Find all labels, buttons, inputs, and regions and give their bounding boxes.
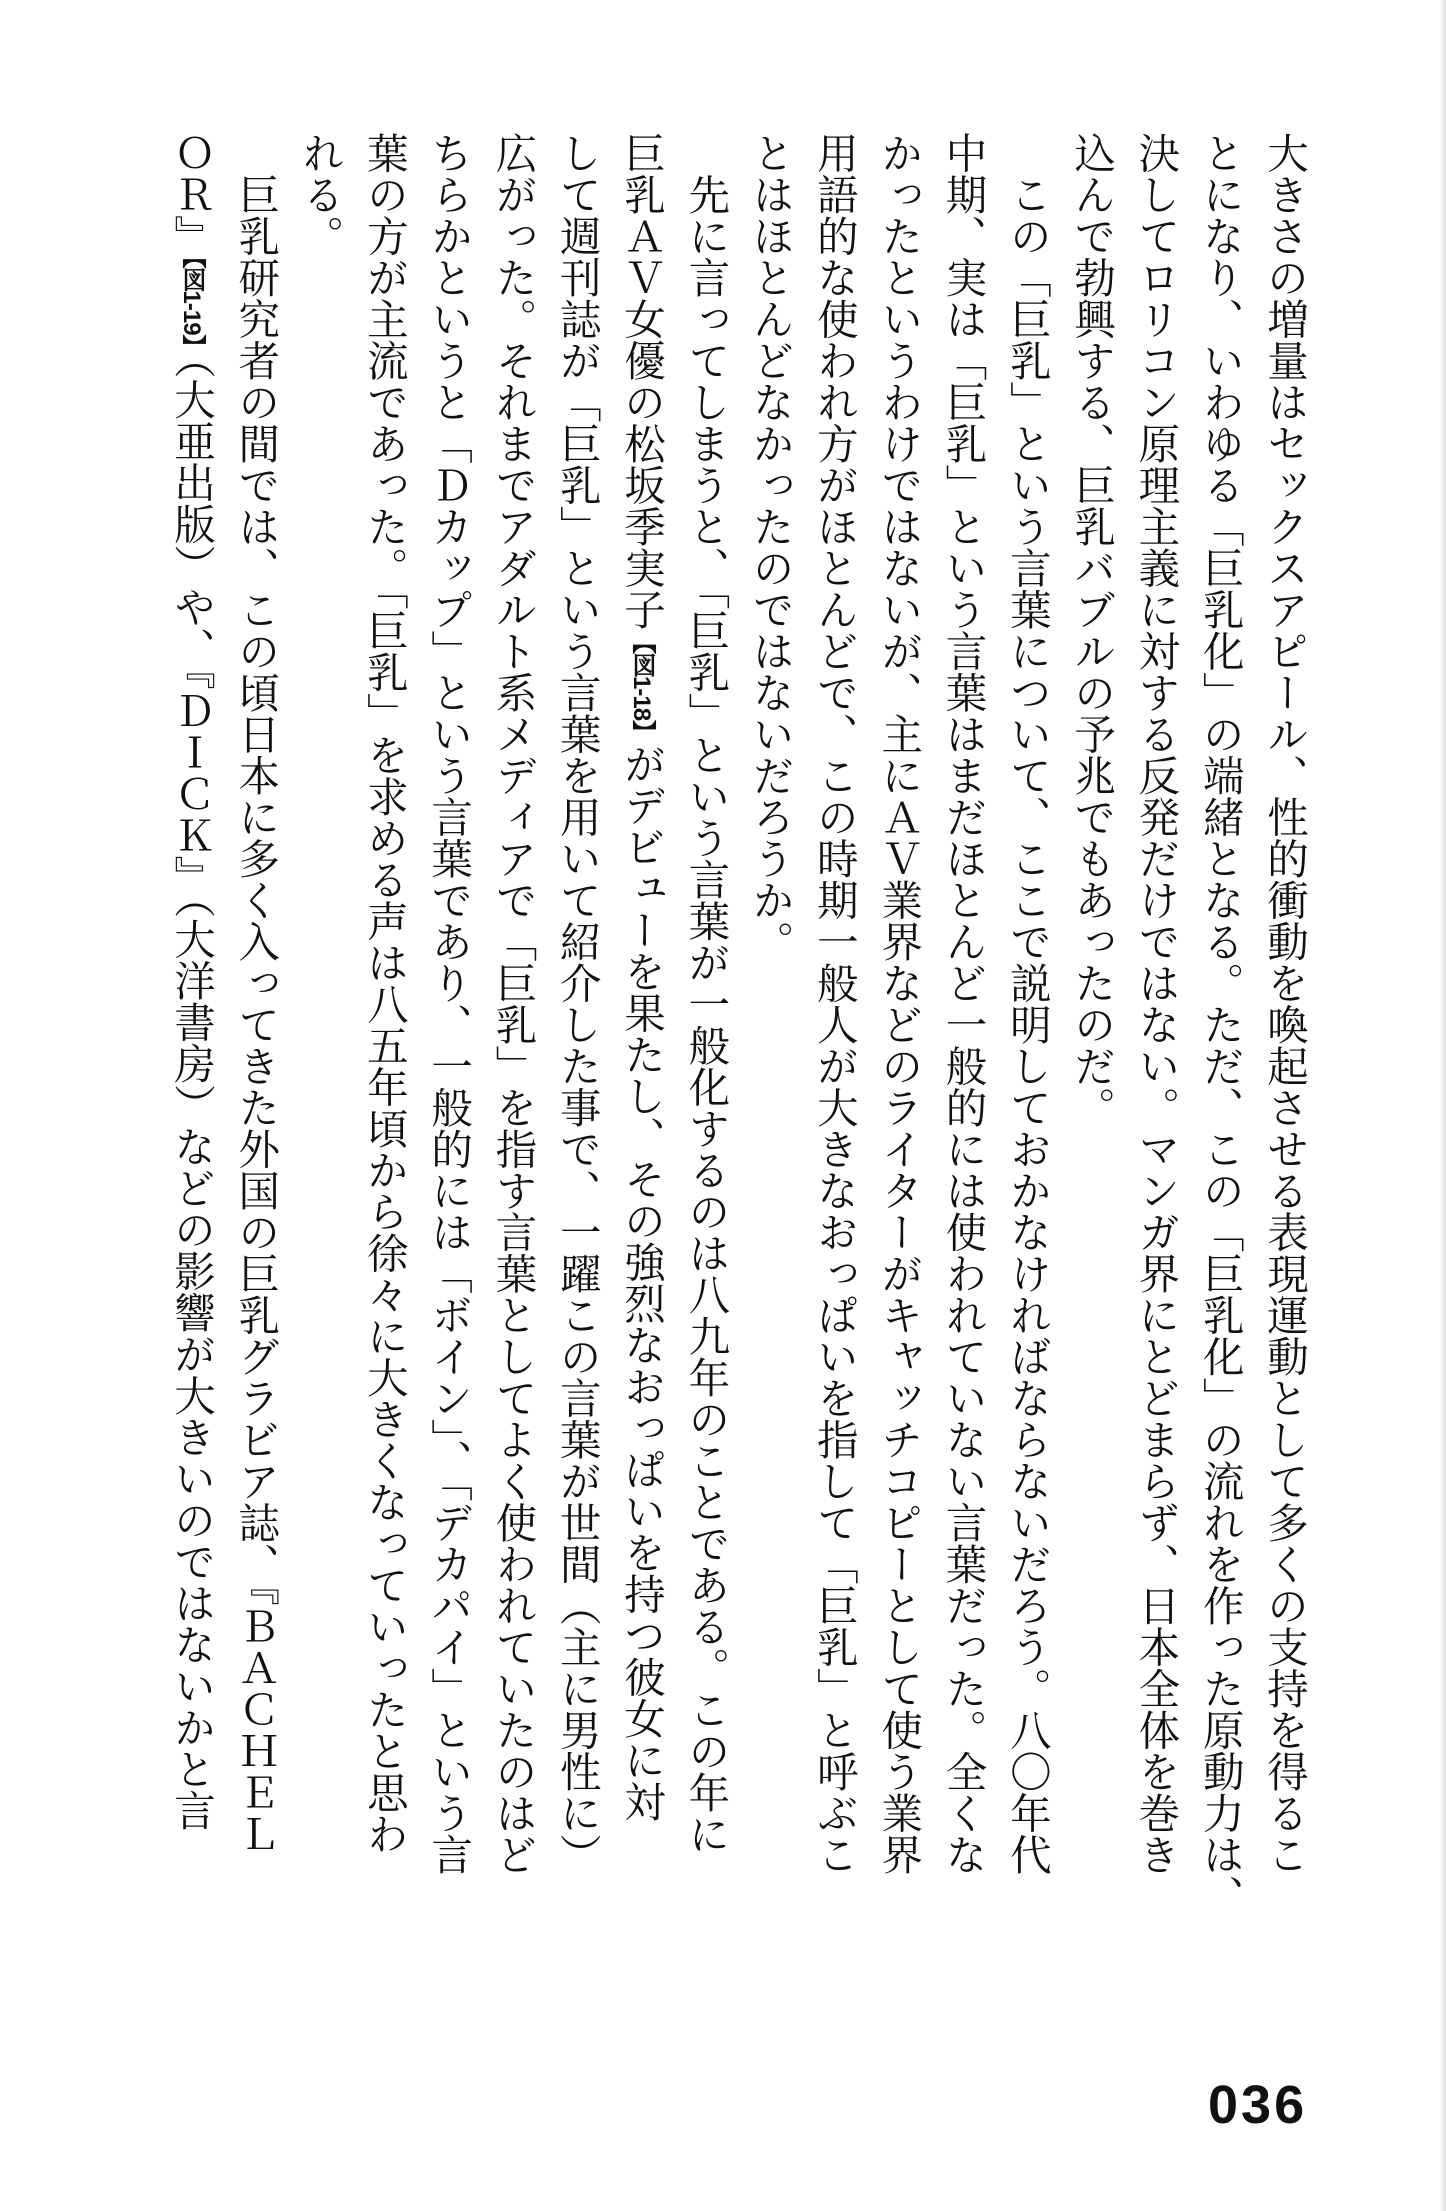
text-column xyxy=(416,132,480,1875)
text-column xyxy=(223,132,287,1855)
text-column xyxy=(159,132,223,1848)
page-number: 036 xyxy=(1208,2075,1308,2135)
text-segment: 先に言ってしまうと、「巨乳」という言葉が一般化するのは八九年のことである。この年に xyxy=(682,132,729,1855)
text-column xyxy=(1059,132,1123,1848)
text-column xyxy=(1252,132,1316,1875)
text-segment: 巨乳研究者の間では、この頃日本に多く入ってきた外国の巨乳グラビア誌、『ＢＡＣＨＥＬ xyxy=(232,132,279,1855)
text-segment: 用語的な使われ方がほとんどで、この時期一般人が大きなおっぱいを指して「巨乳」と呼ぶこ xyxy=(810,132,857,1875)
text-column xyxy=(352,132,416,1855)
text-segment: 中期、実は「巨乳」という言葉はまだほとんど一般的には使われていない言葉だった。全くな xyxy=(939,132,986,1875)
page-edge xyxy=(1440,0,1446,2211)
text-segment: ＯＲ』 xyxy=(167,132,214,257)
text-segment: とになり、いわゆる「巨乳化」の端緒となる。ただ、この「巨乳化」の流れを作った原動力は、 xyxy=(1196,132,1243,1917)
figure-reference: 【図1-18】 xyxy=(628,630,656,744)
text-segment: この「巨乳」という言葉について、ここで説明しておかなければならないだろう。八〇年代 xyxy=(1003,132,1050,1875)
text-column xyxy=(1123,132,1187,1875)
text-column xyxy=(1187,132,1251,1917)
text-segment: がデビューを果たし、その強烈なおっぱいを持つ彼女に対 xyxy=(618,743,665,1823)
text-column xyxy=(287,132,351,1848)
text-segment: 決してロリコン原理主義に対する反発だけではない。マンガ界にとどまらず、日本全体を巻き xyxy=(1132,132,1179,1875)
text-segment: 巨乳ＡＶ女優の松坂季実子 xyxy=(618,132,665,630)
text-column xyxy=(544,132,608,1875)
text-segment: して週刊誌が「巨乳」という言葉を用いて紹介した事で、一躍この言葉が世間（主に男性に） xyxy=(553,132,600,1875)
text-column xyxy=(737,132,801,1848)
text-column xyxy=(930,132,994,1875)
figure-reference: 【図1-19】 xyxy=(177,256,205,358)
text-column xyxy=(609,132,673,1848)
text-segment: 込んで勃興する、巨乳バブルの予兆でもあったのだ。 xyxy=(1068,132,1115,1128)
text-segment: れる。 xyxy=(296,132,343,257)
body-text xyxy=(159,132,1316,1917)
text-column xyxy=(802,132,866,1875)
text-segment: 大きさの増量はセックスアピール、性的衝動を喚起させる表現運動として多くの支持を得るこ xyxy=(1261,132,1307,1875)
text-segment: 広がった。それまでアダルト系メディアで「巨乳」を指す言葉としてよく使われていたのはど xyxy=(489,132,536,1875)
text-segment: 葉の方が主流であった。「巨乳」を求める声は八五年頃から徐々に大きくなっていったと思わ xyxy=(360,132,407,1855)
text-column xyxy=(995,132,1059,1875)
text-column xyxy=(673,132,737,1855)
text-column xyxy=(480,132,544,1875)
text-segment: かったというわけではないが、主にＡＶ業界などのライターがキャッチコピーとして使う業界 xyxy=(875,132,922,1875)
text-segment: ちらかというと「Ｄカップ」という言葉であり、一般的には「ボイン」、「デカパイ」という言 xyxy=(425,132,472,1875)
text-column xyxy=(866,132,930,1875)
text-segment: とはほとんどなかったのではないだろうか。 xyxy=(746,132,793,962)
text-segment: （大亜出版）や、『ＤＩＣＫ』（大洋書房）などの影響が大きいのではないかと言 xyxy=(167,357,214,1831)
